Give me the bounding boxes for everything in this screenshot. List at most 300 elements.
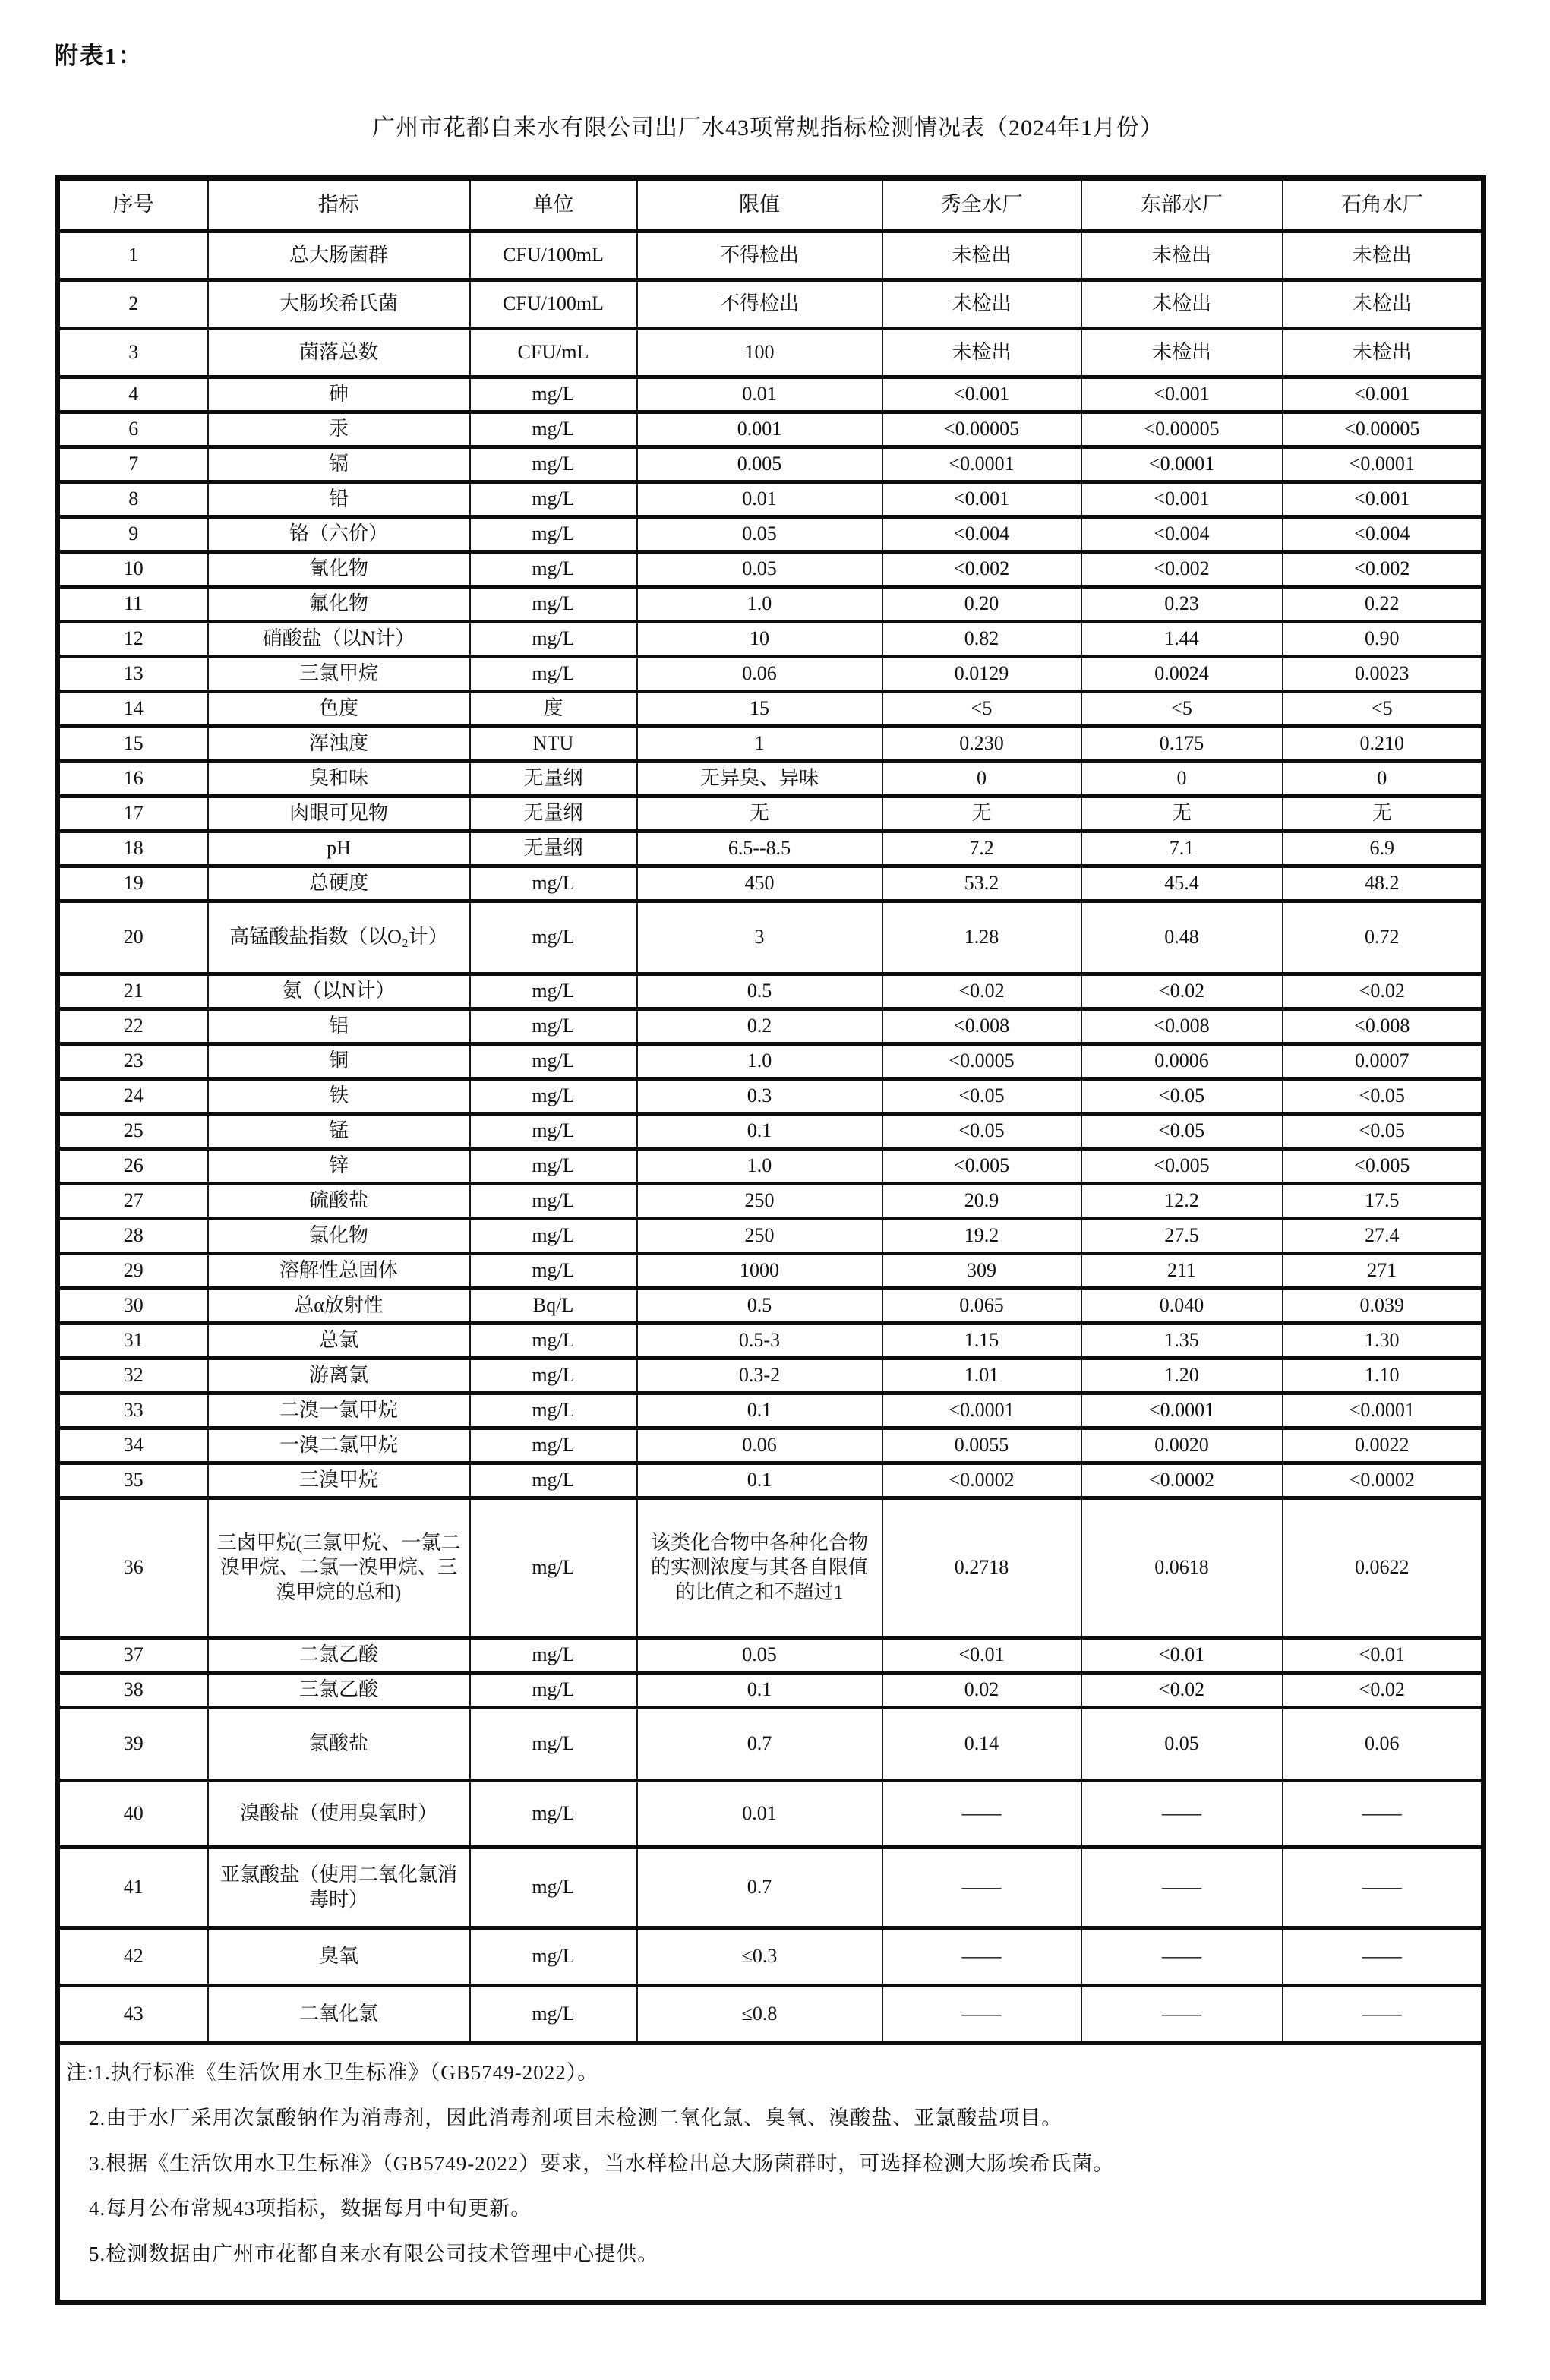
table-row <box>58 1428 1484 1463</box>
serial-number: 31 <box>58 1324 208 1359</box>
shijiao-plant-value: —— <box>1283 1848 1484 1928</box>
xiuquan-plant-value: 0.02 <box>882 1673 1081 1708</box>
dongbu-plant-value: 1.20 <box>1081 1359 1283 1394</box>
serial-number: 35 <box>58 1463 208 1498</box>
unit: mg/L <box>470 866 637 901</box>
serial-number: 29 <box>58 1254 208 1289</box>
unit: 度 <box>470 692 637 727</box>
limit-value: 3 <box>637 901 882 974</box>
limit-value: ≤0.3 <box>637 1928 882 1986</box>
limit-value: 不得检出 <box>637 232 882 280</box>
unit: mg/L <box>470 587 637 622</box>
unit: mg/L <box>470 974 637 1009</box>
unit: CFU/mL <box>470 329 637 377</box>
header-xiuquan-plant: 秀全水厂 <box>882 178 1081 232</box>
table-row <box>58 1254 1484 1289</box>
dongbu-plant-value: 45.4 <box>1081 866 1283 901</box>
shijiao-plant-value: 0 <box>1283 762 1484 797</box>
unit: 无量纲 <box>470 797 637 832</box>
serial-number: 8 <box>58 482 208 517</box>
dongbu-plant-value: 未检出 <box>1081 329 1283 377</box>
table-row <box>58 1219 1484 1254</box>
indicator-name: 铬（六价） <box>208 517 470 552</box>
shijiao-plant-value: 无 <box>1283 797 1484 832</box>
xiuquan-plant-value: 7.2 <box>882 832 1081 866</box>
xiuquan-plant-value: 1.01 <box>882 1359 1081 1394</box>
header-row <box>58 178 1484 232</box>
limit-value: 1.0 <box>637 587 882 622</box>
unit: 无量纲 <box>470 832 637 866</box>
serial-number: 40 <box>58 1781 208 1848</box>
shijiao-plant-value: <0.05 <box>1283 1114 1484 1149</box>
indicator-name: 锰 <box>208 1114 470 1149</box>
limit-value: 0.05 <box>637 552 882 587</box>
unit: mg/L <box>470 1324 637 1359</box>
dongbu-plant-value: —— <box>1081 1928 1283 1986</box>
indicator-name: 铜 <box>208 1044 470 1079</box>
limit-value: 0.06 <box>637 657 882 692</box>
limit-value: 0.3-2 <box>637 1359 882 1394</box>
table-row <box>58 797 1484 832</box>
limit-value: 0.2 <box>637 1009 882 1044</box>
unit: mg/L <box>470 1498 637 1638</box>
shijiao-plant-value: 0.90 <box>1283 622 1484 657</box>
indicator-name: 游离氯 <box>208 1359 470 1394</box>
table-row <box>58 280 1484 329</box>
dongbu-plant-value: 27.5 <box>1081 1219 1283 1254</box>
xiuquan-plant-value: 0.0129 <box>882 657 1081 692</box>
indicator-name: 锌 <box>208 1149 470 1184</box>
unit: mg/L <box>470 1254 637 1289</box>
limit-value: 0.7 <box>637 1708 882 1781</box>
limit-value: 0.1 <box>637 1394 882 1428</box>
shijiao-plant-value: —— <box>1283 1928 1484 1986</box>
table-row <box>58 1498 1484 1638</box>
shijiao-plant-value: <0.05 <box>1283 1079 1484 1114</box>
serial-number: 9 <box>58 517 208 552</box>
serial-number: 34 <box>58 1428 208 1463</box>
serial-number: 4 <box>58 377 208 412</box>
xiuquan-plant-value: 0.230 <box>882 727 1081 762</box>
table-body <box>58 232 1484 2044</box>
dongbu-plant-value: <0.0001 <box>1081 447 1283 482</box>
dongbu-plant-value: 1.44 <box>1081 622 1283 657</box>
limit-value: ≤0.8 <box>637 1986 882 2044</box>
serial-number: 27 <box>58 1184 208 1219</box>
unit: mg/L <box>470 1219 637 1254</box>
unit: mg/L <box>470 1986 637 2044</box>
dongbu-plant-value: 0.48 <box>1081 901 1283 974</box>
serial-number: 1 <box>58 232 208 280</box>
limit-value: 0.3 <box>637 1079 882 1114</box>
table-row <box>58 329 1484 377</box>
table-row <box>58 1009 1484 1044</box>
dongbu-plant-value: <0.004 <box>1081 517 1283 552</box>
xiuquan-plant-value: 0 <box>882 762 1081 797</box>
limit-value: 0.5-3 <box>637 1324 882 1359</box>
table-row <box>58 1079 1484 1114</box>
limit-value: 0.05 <box>637 517 882 552</box>
dongbu-plant-value: 0.0618 <box>1081 1498 1283 1638</box>
xiuquan-plant-value: 20.9 <box>882 1184 1081 1219</box>
xiuquan-plant-value: 未检出 <box>882 280 1081 329</box>
indicator-name: 氯酸盐 <box>208 1708 470 1781</box>
shijiao-plant-value: 0.0007 <box>1283 1044 1484 1079</box>
indicator-name: 二氯乙酸 <box>208 1638 470 1673</box>
unit: mg/L <box>470 1044 637 1079</box>
note-line: 4.每月公布常规43项指标，数据每月中旬更新。 <box>89 2197 532 2221</box>
shijiao-plant-value: 6.9 <box>1283 832 1484 866</box>
xiuquan-plant-value: 未检出 <box>882 232 1081 280</box>
header-indicator: 指标 <box>208 178 470 232</box>
unit: mg/L <box>470 1463 637 1498</box>
shijiao-plant-value: <0.00005 <box>1283 412 1484 447</box>
shijiao-plant-value: <0.01 <box>1283 1638 1484 1673</box>
limit-value: 无异臭、异味 <box>637 762 882 797</box>
indicator-name: 二氧化氯 <box>208 1986 470 2044</box>
serial-number: 14 <box>58 692 208 727</box>
table-row <box>58 692 1484 727</box>
indicator-name: 大肠埃希氏菌 <box>208 280 470 329</box>
unit: mg/L <box>470 1009 637 1044</box>
indicator-name: 硫酸盐 <box>208 1184 470 1219</box>
indicator-name: 铝 <box>208 1009 470 1044</box>
indicator-name: 氯化物 <box>208 1219 470 1254</box>
indicator-name: 总大肠菌群 <box>208 232 470 280</box>
dongbu-plant-value: 211 <box>1081 1254 1283 1289</box>
indicator-name: 总α放射性 <box>208 1289 470 1324</box>
serial-number: 25 <box>58 1114 208 1149</box>
unit: mg/L <box>470 1638 637 1673</box>
shijiao-plant-value: <0.004 <box>1283 517 1484 552</box>
limit-value: 10 <box>637 622 882 657</box>
unit: mg/L <box>470 1781 637 1848</box>
dongbu-plant-value: <0.002 <box>1081 552 1283 587</box>
serial-number: 16 <box>58 762 208 797</box>
xiuquan-plant-value: 1.28 <box>882 901 1081 974</box>
indicator-name: 氰化物 <box>208 552 470 587</box>
unit: mg/L <box>470 447 637 482</box>
dongbu-plant-value: 无 <box>1081 797 1283 832</box>
serial-number: 2 <box>58 280 208 329</box>
unit: mg/L <box>470 657 637 692</box>
indicator-name: 三氯甲烷 <box>208 657 470 692</box>
unit: mg/L <box>470 1673 637 1708</box>
table-row <box>58 1044 1484 1079</box>
shijiao-plant-value: 0.210 <box>1283 727 1484 762</box>
serial-number: 36 <box>58 1498 208 1638</box>
xiuquan-plant-value: 0.0055 <box>882 1428 1081 1463</box>
xiuquan-plant-value: 未检出 <box>882 329 1081 377</box>
shijiao-plant-value: 271 <box>1283 1254 1484 1289</box>
xiuquan-plant-value: <0.0001 <box>882 1394 1081 1428</box>
table-row <box>58 1184 1484 1219</box>
indicator-name: 氨（以N计） <box>208 974 470 1009</box>
unit: mg/L <box>470 1114 637 1149</box>
unit: mg/L <box>470 1428 637 1463</box>
xiuquan-plant-value: 无 <box>882 797 1081 832</box>
shijiao-plant-value: 48.2 <box>1283 866 1484 901</box>
limit-value: 不得检出 <box>637 280 882 329</box>
serial-number: 21 <box>58 974 208 1009</box>
serial-number: 38 <box>58 1673 208 1708</box>
unit: Bq/L <box>470 1289 637 1324</box>
table-row <box>58 1708 1484 1781</box>
shijiao-plant-value: 未检出 <box>1283 232 1484 280</box>
dongbu-plant-value: <0.0002 <box>1081 1463 1283 1498</box>
limit-value: 1.0 <box>637 1044 882 1079</box>
limit-value: 0.001 <box>637 412 882 447</box>
serial-number: 42 <box>58 1928 208 1986</box>
serial-number: 11 <box>58 587 208 622</box>
table-row <box>58 657 1484 692</box>
serial-number: 28 <box>58 1219 208 1254</box>
serial-number: 22 <box>58 1009 208 1044</box>
limit-value: 0.5 <box>637 974 882 1009</box>
dongbu-plant-value: 未检出 <box>1081 232 1283 280</box>
unit: mg/L <box>470 1928 637 1986</box>
indicator-name: 砷 <box>208 377 470 412</box>
table-row <box>58 1114 1484 1149</box>
serial-number: 37 <box>58 1638 208 1673</box>
dongbu-plant-value: 0.23 <box>1081 587 1283 622</box>
serial-number: 19 <box>58 866 208 901</box>
limit-value: 1 <box>637 727 882 762</box>
dongbu-plant-value: 0 <box>1081 762 1283 797</box>
limit-value: 0.01 <box>637 377 882 412</box>
table-row <box>58 587 1484 622</box>
unit: CFU/100mL <box>470 232 637 280</box>
table-row <box>58 1928 1484 1986</box>
dongbu-plant-value: 未检出 <box>1081 280 1283 329</box>
header-limit: 限值 <box>637 178 882 232</box>
indicator-name: 一溴二氯甲烷 <box>208 1428 470 1463</box>
dongbu-plant-value: <0.008 <box>1081 1009 1283 1044</box>
unit: mg/L <box>470 412 637 447</box>
dongbu-plant-value: <0.02 <box>1081 1673 1283 1708</box>
xiuquan-plant-value: <0.05 <box>882 1114 1081 1149</box>
limit-value: 6.5--8.5 <box>637 832 882 866</box>
limit-value: 0.01 <box>637 482 882 517</box>
shijiao-plant-value: 0.0622 <box>1283 1498 1484 1638</box>
xiuquan-plant-value: <0.0005 <box>882 1044 1081 1079</box>
table-row <box>58 622 1484 657</box>
limit-value: 1000 <box>637 1254 882 1289</box>
indicator-name: 溴酸盐（使用臭氧时） <box>208 1781 470 1848</box>
dongbu-plant-value: 0.0024 <box>1081 657 1283 692</box>
xiuquan-plant-value: <0.008 <box>882 1009 1081 1044</box>
serial-number: 30 <box>58 1289 208 1324</box>
unit: mg/L <box>470 482 637 517</box>
limit-value: 450 <box>637 866 882 901</box>
dongbu-plant-value: <5 <box>1081 692 1283 727</box>
indicator-name: 三卤甲烷(三氯甲烷、一氯二溴甲烷、二氯一溴甲烷、三溴甲烷的总和) <box>208 1498 470 1638</box>
serial-number: 39 <box>58 1708 208 1781</box>
indicator-name: 亚氯酸盐（使用二氧化氯消毒时） <box>208 1848 470 1928</box>
table-row <box>58 447 1484 482</box>
xiuquan-plant-value: <0.001 <box>882 482 1081 517</box>
notes-row <box>58 2044 1484 2303</box>
table-row <box>58 517 1484 552</box>
shijiao-plant-value: —— <box>1283 1781 1484 1848</box>
table-row <box>58 1673 1484 1708</box>
unit: mg/L <box>470 1079 637 1114</box>
xiuquan-plant-value: <0.002 <box>882 552 1081 587</box>
indicator-name: 二溴一氯甲烷 <box>208 1394 470 1428</box>
xiuquan-plant-value: —— <box>882 1986 1081 2044</box>
table-row <box>58 901 1484 974</box>
table-row <box>58 1359 1484 1394</box>
unit: mg/L <box>470 1708 637 1781</box>
dongbu-plant-value: 0.0020 <box>1081 1428 1283 1463</box>
unit: mg/L <box>470 901 637 974</box>
serial-number: 24 <box>58 1079 208 1114</box>
serial-number: 15 <box>58 727 208 762</box>
serial-number: 17 <box>58 797 208 832</box>
limit-value: 0.5 <box>637 1289 882 1324</box>
dongbu-plant-value: 12.2 <box>1081 1184 1283 1219</box>
dongbu-plant-value: —— <box>1081 1781 1283 1848</box>
limit-value: 该类化合物中各种化合物的实测浓度与其各自限值的比值之和不超过1 <box>637 1498 882 1638</box>
dongbu-plant-value: 0.0006 <box>1081 1044 1283 1079</box>
shijiao-plant-value: 0.22 <box>1283 587 1484 622</box>
indicator-name: 色度 <box>208 692 470 727</box>
notes-cell <box>58 2044 1484 2303</box>
unit: mg/L <box>470 1848 637 1928</box>
indicator-name: 肉眼可见物 <box>208 797 470 832</box>
table-row <box>58 377 1484 412</box>
serial-number: 32 <box>58 1359 208 1394</box>
unit: mg/L <box>470 1359 637 1394</box>
unit: mg/L <box>470 1394 637 1428</box>
serial-number: 7 <box>58 447 208 482</box>
unit: CFU/100mL <box>470 280 637 329</box>
header-serial-number: 序号 <box>58 178 208 232</box>
dongbu-plant-value: <0.001 <box>1081 377 1283 412</box>
shijiao-plant-value: 1.10 <box>1283 1359 1484 1394</box>
unit: mg/L <box>470 1149 637 1184</box>
table-row <box>58 1986 1484 2044</box>
table-row <box>58 482 1484 517</box>
shijiao-plant-value: 0.0023 <box>1283 657 1484 692</box>
unit: mg/L <box>470 517 637 552</box>
unit: NTU <box>470 727 637 762</box>
limit-value: 1.0 <box>637 1149 882 1184</box>
note-line: 2.由于水厂采用次氯酸钠作为消毒剂，因此消毒剂项目未检测二氧化氯、臭氧、溴酸盐、亚氯酸盐项目。 <box>89 2106 1063 2129</box>
serial-number: 13 <box>58 657 208 692</box>
xiuquan-plant-value: <0.01 <box>882 1638 1081 1673</box>
table-row <box>58 1638 1484 1673</box>
dongbu-plant-value: <0.001 <box>1081 482 1283 517</box>
shijiao-plant-value: 0.039 <box>1283 1289 1484 1324</box>
table-row <box>58 832 1484 866</box>
xiuquan-plant-value: 19.2 <box>882 1219 1081 1254</box>
xiuquan-plant-value: <0.001 <box>882 377 1081 412</box>
dongbu-plant-value: 0.05 <box>1081 1708 1283 1781</box>
limit-value: 0.05 <box>637 1638 882 1673</box>
limit-value: 0.1 <box>637 1463 882 1498</box>
unit: mg/L <box>470 1184 637 1219</box>
serial-number: 23 <box>58 1044 208 1079</box>
serial-number: 20 <box>58 901 208 974</box>
limit-value: 无 <box>637 797 882 832</box>
limit-value: 250 <box>637 1219 882 1254</box>
serial-number: 10 <box>58 552 208 587</box>
unit: mg/L <box>470 552 637 587</box>
table-row <box>58 1781 1484 1848</box>
indicator-name: 菌落总数 <box>208 329 470 377</box>
indicator-name: 硝酸盐（以N计） <box>208 622 470 657</box>
limit-value: 0.06 <box>637 1428 882 1463</box>
shijiao-plant-value: <5 <box>1283 692 1484 727</box>
table-footer <box>58 2044 1484 2303</box>
indicator-name: 高锰酸盐指数（以O₂计） <box>208 901 470 974</box>
xiuquan-plant-value: 0.82 <box>882 622 1081 657</box>
shijiao-plant-value: <0.0001 <box>1283 1394 1484 1428</box>
dongbu-plant-value: 7.1 <box>1081 832 1283 866</box>
limit-value: 0.1 <box>637 1673 882 1708</box>
shijiao-plant-value: 0.0022 <box>1283 1428 1484 1463</box>
serial-number: 41 <box>58 1848 208 1928</box>
xiuquan-plant-value: 309 <box>882 1254 1081 1289</box>
limit-value: 100 <box>637 329 882 377</box>
indicator-name: 总氯 <box>208 1324 470 1359</box>
table-header <box>58 178 1484 232</box>
shijiao-plant-value: <0.002 <box>1283 552 1484 587</box>
table-row <box>58 727 1484 762</box>
dongbu-plant-value: <0.02 <box>1081 974 1283 1009</box>
table-row <box>58 974 1484 1009</box>
limit-value: 0.1 <box>637 1114 882 1149</box>
xiuquan-plant-value: <0.0001 <box>882 447 1081 482</box>
note-line: 3.根据《生活饮用水卫生标准》（GB5749-2022）要求，当水样检出总大肠菌群时，可选择检测大肠埃希氏菌。 <box>89 2151 1115 2175</box>
shijiao-plant-value: 未检出 <box>1283 280 1484 329</box>
indicator-name: 总硬度 <box>208 866 470 901</box>
table-row <box>58 1463 1484 1498</box>
indicator-name: 三溴甲烷 <box>208 1463 470 1498</box>
xiuquan-plant-value: 53.2 <box>882 866 1081 901</box>
xiuquan-plant-value: <0.02 <box>882 974 1081 1009</box>
serial-number: 18 <box>58 832 208 866</box>
shijiao-plant-value: 0.06 <box>1283 1708 1484 1781</box>
table-row <box>58 232 1484 280</box>
indicator-name: 浑浊度 <box>208 727 470 762</box>
dongbu-plant-value: <0.0001 <box>1081 1394 1283 1428</box>
shijiao-plant-value: 未检出 <box>1283 329 1484 377</box>
xiuquan-plant-value: <5 <box>882 692 1081 727</box>
limit-value: 15 <box>637 692 882 727</box>
shijiao-plant-value: <0.001 <box>1283 482 1484 517</box>
dongbu-plant-value: <0.05 <box>1081 1079 1283 1114</box>
note-line: 注:1.执行标准《生活饮用水卫生标准》（GB5749-2022）。 <box>66 2061 599 2084</box>
xiuquan-plant-value: <0.005 <box>882 1149 1081 1184</box>
shijiao-plant-value: 27.4 <box>1283 1219 1484 1254</box>
indicator-name: 铅 <box>208 482 470 517</box>
xiuquan-plant-value: <0.05 <box>882 1079 1081 1114</box>
dongbu-plant-value: <0.00005 <box>1081 412 1283 447</box>
serial-number: 33 <box>58 1394 208 1428</box>
shijiao-plant-value: —— <box>1283 1986 1484 2044</box>
xiuquan-plant-value: 0.065 <box>882 1289 1081 1324</box>
indicator-name: 溶解性总固体 <box>208 1254 470 1289</box>
header-dongbu-plant: 东部水厂 <box>1081 178 1283 232</box>
table-row <box>58 412 1484 447</box>
serial-number: 26 <box>58 1149 208 1184</box>
shijiao-plant-value: <0.001 <box>1283 377 1484 412</box>
indicator-name: 三氯乙酸 <box>208 1673 470 1708</box>
unit: 无量纲 <box>470 762 637 797</box>
limit-value: 0.7 <box>637 1848 882 1928</box>
